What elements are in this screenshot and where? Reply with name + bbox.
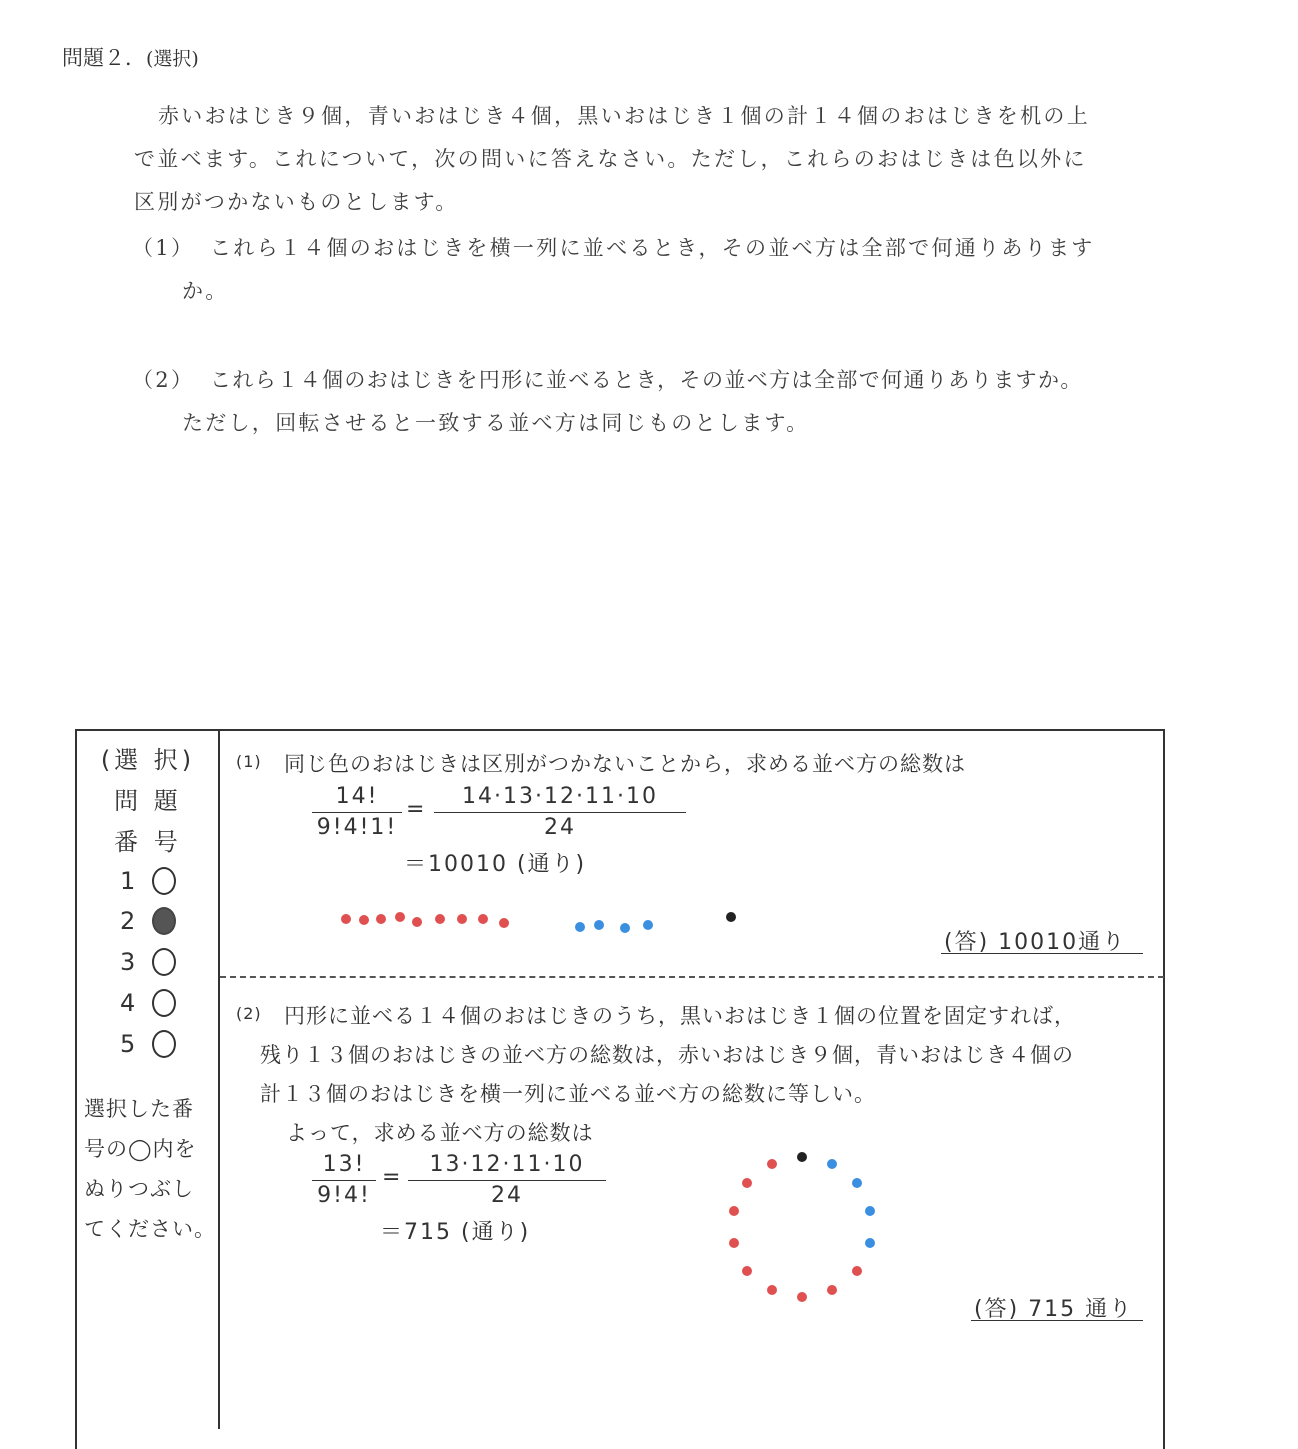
- solution1-frac2-bar: [434, 812, 686, 813]
- option-number-5: 5: [120, 1030, 136, 1058]
- red-marble: [376, 914, 386, 924]
- red-marble: [435, 914, 445, 924]
- option-radio-2[interactable]: [152, 907, 176, 935]
- solution2-frac2-denominator: 24: [491, 1183, 523, 1208]
- problem-title: [62, 42, 199, 72]
- solution1-equals: =: [406, 797, 427, 822]
- option-radio-3[interactable]: [152, 948, 176, 976]
- selection-column-divider: [218, 729, 220, 1429]
- blue-marble: [865, 1238, 875, 1248]
- blue-marble: [643, 920, 653, 930]
- q1-line-1: これら１４個のおはじきを横一列に並べるとき，その並べ方は全部で何通りあります: [210, 236, 1095, 260]
- solution2-line-2: 残り１３個のおはじきの並べ方の総数は，赤いおはじき９個，青いおはじき４個の: [260, 1043, 1074, 1067]
- black-marble: [726, 912, 736, 922]
- solution2-answer: (答) 715 通り: [974, 1297, 1134, 1322]
- solution2-line-1: 円形に並べる１４個のおはじきのうち，黒いおはじき１個の位置を固定すれば，: [284, 1004, 1076, 1028]
- blue-marble: [575, 922, 585, 932]
- problem-number: 問題２．: [62, 46, 146, 70]
- solution2-equals: =: [382, 1165, 403, 1190]
- solution1-text: 同じ色のおはじきは区別がつかないことから，求める並べ方の総数は: [284, 752, 966, 776]
- solution1-frac2-denominator: 24: [544, 815, 576, 840]
- instruction-line-4: てください。: [84, 1217, 216, 1241]
- blue-marble: [620, 923, 630, 933]
- solution1-frac1-denominator: 9!4!1!: [316, 815, 398, 840]
- solution1-answer: (答) 10010通り: [944, 930, 1127, 955]
- solution2-label: (2): [236, 1004, 262, 1023]
- solution-divider: [220, 976, 1164, 978]
- selection-tag: (選択): [146, 48, 199, 70]
- instruction-line-3: ぬりつぶし: [84, 1177, 194, 1201]
- red-marble: [395, 912, 405, 922]
- solution2-answer-underline: [971, 1320, 1143, 1321]
- solution2-line-4: よって，求める並べ方の総数は: [286, 1121, 594, 1145]
- red-marble: [359, 915, 369, 925]
- solution2-line-3: 計１３個のおはじきを横一列に並べる並べ方の総数に等しい。: [260, 1082, 876, 1106]
- intro-line-2: で並べます。これについて，次の問いに答えなさい。ただし，これらのおはじきは色以外に: [134, 147, 1087, 171]
- q1-line-2: か。: [182, 279, 229, 303]
- red-marble: [457, 914, 467, 924]
- solution2-frac2-numerator: 13·12·11·10: [429, 1152, 585, 1177]
- red-marble: [499, 918, 509, 928]
- solution1-frac2-numerator: 14·13·12·11·10: [462, 784, 658, 809]
- instruction-line-1: 選択した番: [84, 1097, 194, 1121]
- red-marble: [478, 914, 488, 924]
- solution2-frac1-bar: [312, 1180, 376, 1181]
- option-radio-1[interactable]: [152, 867, 176, 895]
- black-marble: [797, 1152, 807, 1162]
- selection-header-2: 問 題: [114, 787, 182, 815]
- q2-line-1: これら１４個のおはじきを円形に並べるとき，その並べ方は全部で何通りありますか。: [210, 368, 1083, 392]
- blue-marble: [594, 920, 604, 930]
- option-radio-5[interactable]: [152, 1030, 176, 1058]
- q1-label: （1）: [132, 236, 195, 260]
- selection-header-1: (選 択): [100, 746, 196, 774]
- intro-line-1: 赤いおはじき９個，青いおはじき４個，黒いおはじき１個の計１４個のおはじきを机の上: [158, 104, 1090, 128]
- solution1-result: ＝10010 (通り): [404, 852, 587, 877]
- option-number-2: 2: [120, 907, 136, 935]
- red-marble: [742, 1266, 752, 1276]
- q2-line-2: ただし，回転させると一致する並べ方は同じものとします。: [182, 411, 810, 435]
- red-marble: [341, 914, 351, 924]
- solution1-frac1-bar: [312, 812, 402, 813]
- red-marble: [412, 917, 422, 927]
- option-number-1: 1: [120, 867, 136, 895]
- q2-label: （2）: [132, 368, 195, 392]
- solution1-answer-underline: [941, 953, 1143, 954]
- red-marble: [852, 1266, 862, 1276]
- red-marble: [797, 1292, 807, 1302]
- red-marble: [767, 1159, 777, 1169]
- red-marble: [729, 1238, 739, 1248]
- solution2-frac1-denominator: 9!4!: [317, 1183, 371, 1208]
- selection-header-3: 番 号: [114, 828, 182, 856]
- solution1-frac1-numerator: 14!: [335, 784, 379, 809]
- solution1-label: (1): [236, 752, 262, 771]
- intro-line-3: 区別がつかないものとします。: [134, 190, 459, 214]
- solution2-result: ＝715 (通り): [380, 1220, 531, 1245]
- option-radio-4[interactable]: [152, 989, 176, 1017]
- red-marble: [767, 1285, 777, 1295]
- solution2-frac1-numerator: 13!: [322, 1152, 366, 1177]
- solution2-frac2-bar: [408, 1180, 606, 1181]
- option-number-4: 4: [120, 989, 136, 1017]
- instruction-line-2: 号の◯内を: [84, 1137, 197, 1161]
- option-number-3: 3: [120, 948, 136, 976]
